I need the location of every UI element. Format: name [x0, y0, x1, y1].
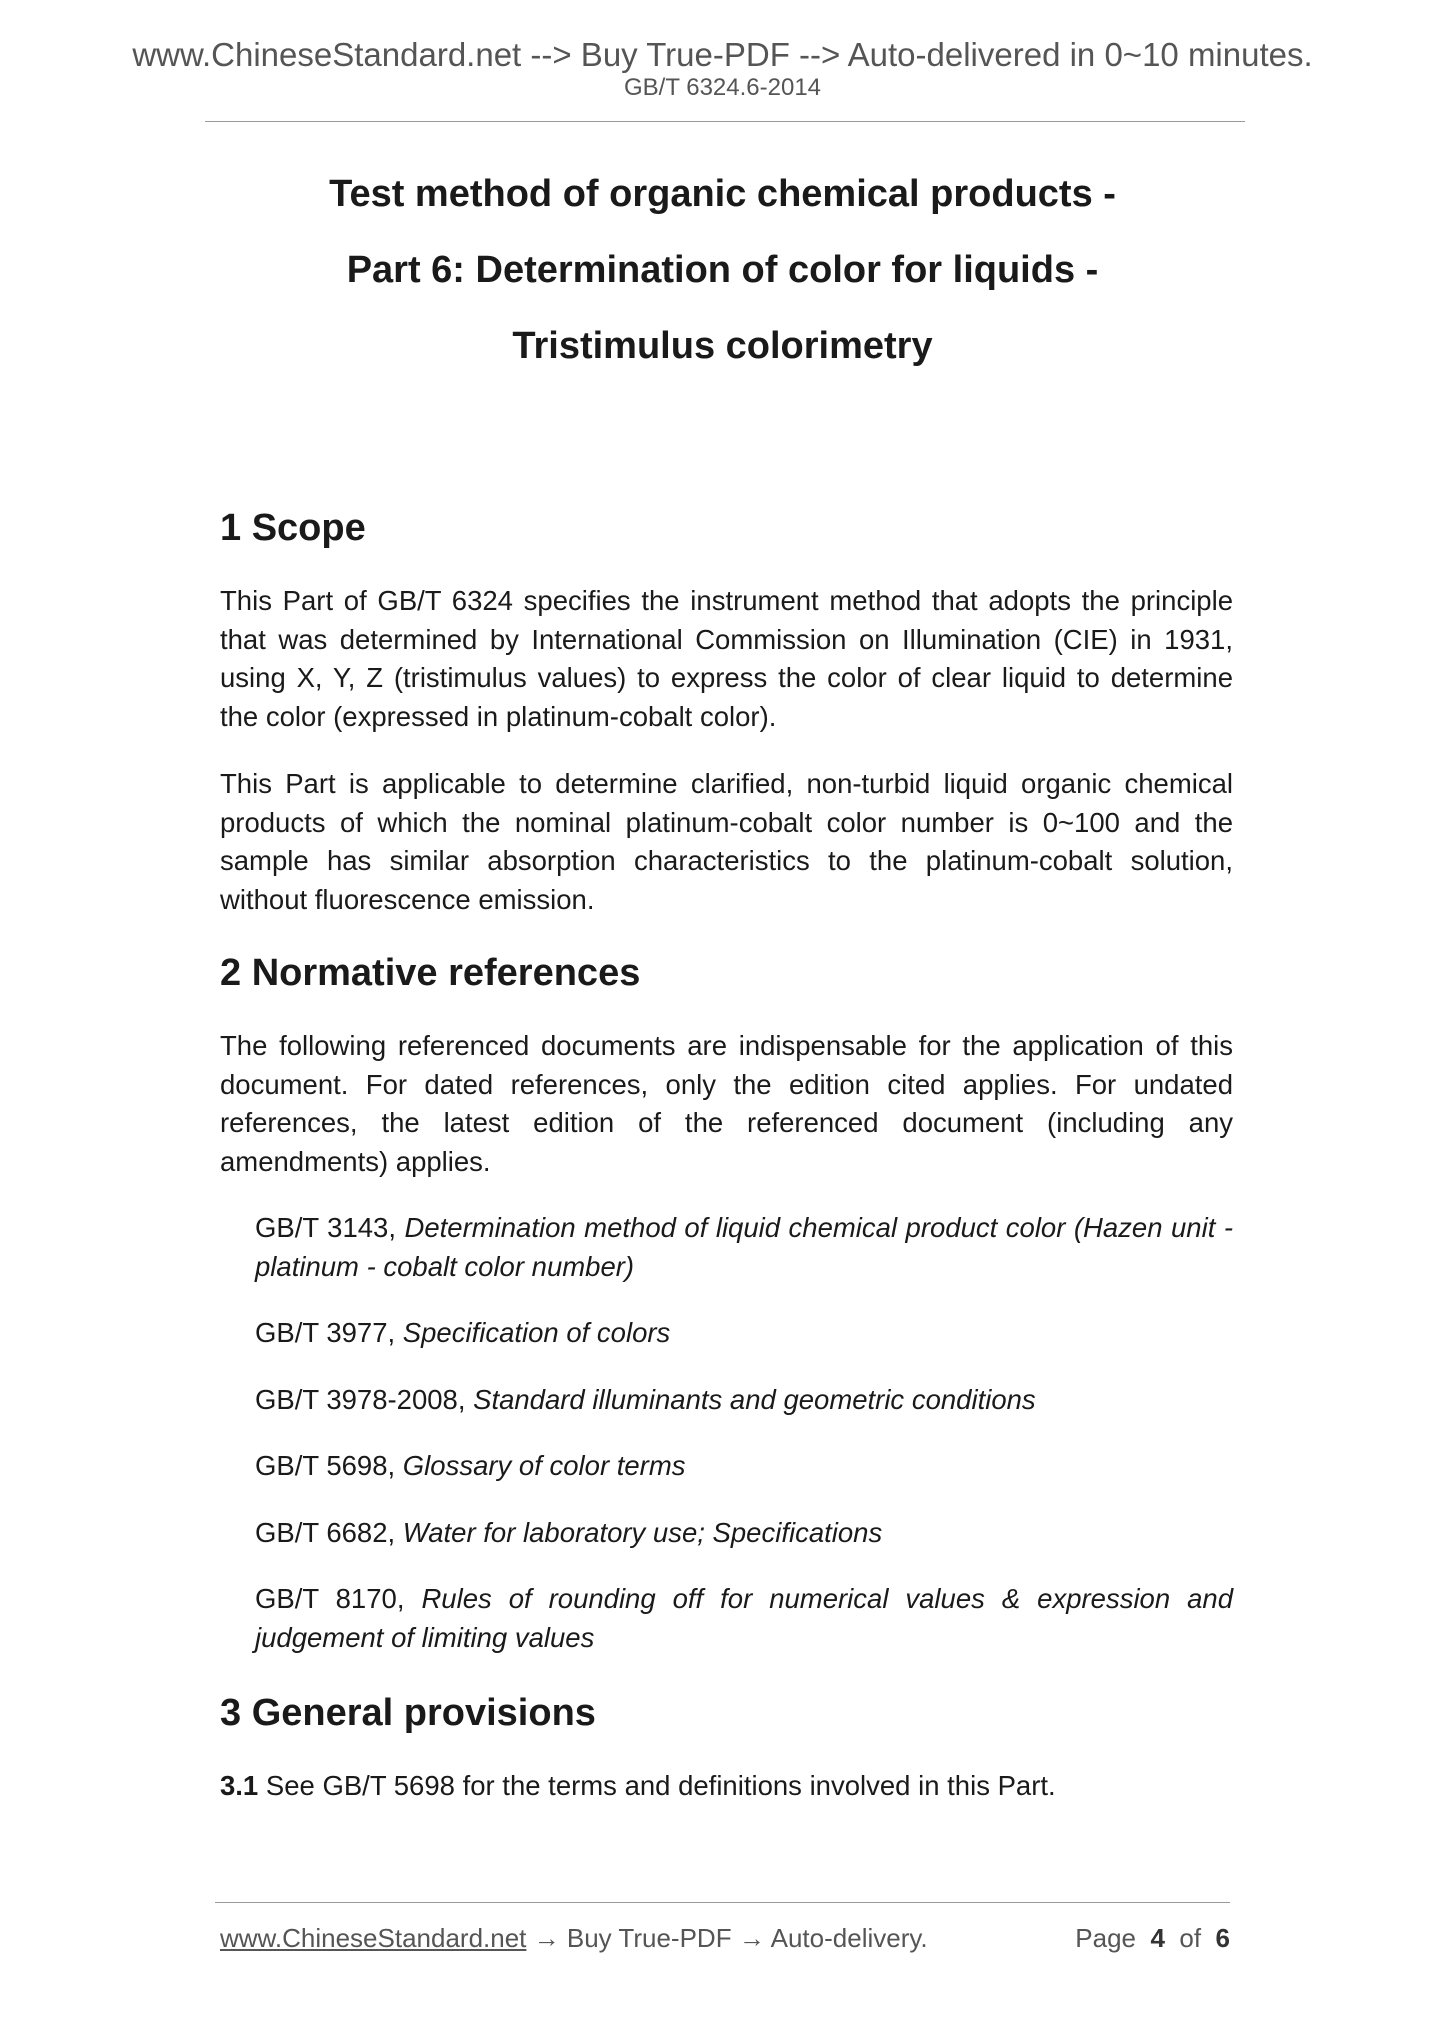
total-pages: 6	[1215, 1923, 1230, 1953]
scope-paragraph-1: This Part of GB/T 6324 specifies the instrument method that adopts the principle that was determined by International Commission on Illumination (CIE) in 1931, using X, Y, Z (tristimulus values) to express the color of clear liquid to determine the color (expressed in platinum-cobalt color).	[220, 585, 1233, 732]
reference-code: GB/T 3978-2008,	[255, 1383, 466, 1415]
section-heading-scope: 1 Scope	[220, 507, 366, 549]
reference-item	[255, 1209, 1233, 1286]
standard-code: GB/T 6324.6-2014	[623, 74, 822, 101]
page-footer	[220, 1920, 1230, 1956]
footer-divider	[215, 1902, 1230, 1903]
section-heading-normative-references: 2 Normative references	[220, 952, 641, 994]
title-line-3: Tristimulus colorimetry	[512, 325, 933, 367]
reference-title: Rules of rounding off for numerical values & expression and judgement of limiting values	[255, 1583, 1233, 1653]
normative-intro-paragraph: The following referenced documents are indispensable for the application of this document. For dated references, only the edition cited applies. For undated references, the latest edition of the referenced document (including any amendments) applies.	[220, 1030, 1233, 1177]
clause-text: See GB/T 5698 for the terms and definitions involved in this Part.	[265, 1770, 1056, 1801]
reference-code: GB/T 3143,	[255, 1212, 396, 1243]
page-label: Page	[1075, 1923, 1137, 1953]
reference-title: Specification of colors	[402, 1317, 671, 1348]
reference-item	[255, 1514, 1233, 1553]
reference-item	[255, 1580, 1233, 1657]
arrow-icon: →	[533, 1923, 560, 1953]
reference-item	[255, 1381, 1233, 1420]
current-page: 4	[1150, 1923, 1165, 1953]
reference-title: Standard illuminants and geometric conditions	[473, 1383, 1036, 1415]
arrow-icon: →	[738, 1923, 765, 1953]
reference-title: Water for laboratory use; Specifications	[402, 1516, 883, 1548]
reference-item	[255, 1314, 1233, 1353]
reference-title: Glossary of color terms	[402, 1450, 686, 1481]
title-line-2: Part 6: Determination of color for liquids -	[346, 249, 1099, 291]
section-heading-general-provisions: 3 General provisions	[220, 1692, 596, 1734]
reference-code: GB/T 5698,	[255, 1450, 396, 1481]
page-number-indicator	[1075, 1920, 1230, 1956]
clause-number: 3.1	[220, 1770, 259, 1801]
document-title	[0, 168, 1445, 396]
footer-delivery-text: Auto-delivery.	[770, 1923, 928, 1953]
footer-website-link[interactable]: www.ChineseStandard.net	[220, 1923, 527, 1953]
reference-code: GB/T 8170,	[255, 1583, 405, 1614]
header-divider	[205, 121, 1245, 122]
document-body	[220, 500, 1233, 1806]
of-label: of	[1179, 1923, 1202, 1953]
header-banner: www.ChineseStandard.net --> Buy True-PDF --> Auto-delivered in 0~10 minutes.	[132, 36, 1313, 73]
reference-code: GB/T 3977,	[255, 1317, 396, 1348]
footer-buy-text: Buy True-PDF	[566, 1923, 732, 1953]
reference-title: Determination method of liquid chemical product color (Hazen unit - platinum - cobalt color number)	[255, 1212, 1234, 1282]
reference-item	[255, 1447, 1233, 1486]
title-line-1: Test method of organic chemical products -	[329, 173, 1116, 215]
reference-code: GB/T 6682,	[255, 1516, 396, 1548]
clause-3-1	[220, 1767, 1233, 1806]
scope-paragraph-2: This Part is applicable to determine clarified, non-turbid liquid organic chemical products of which the nominal platinum-cobalt color number is 0~100 and the sample has similar absorption characteristics to the platinum-cobalt solution, without fluorescence emission.	[220, 768, 1233, 915]
